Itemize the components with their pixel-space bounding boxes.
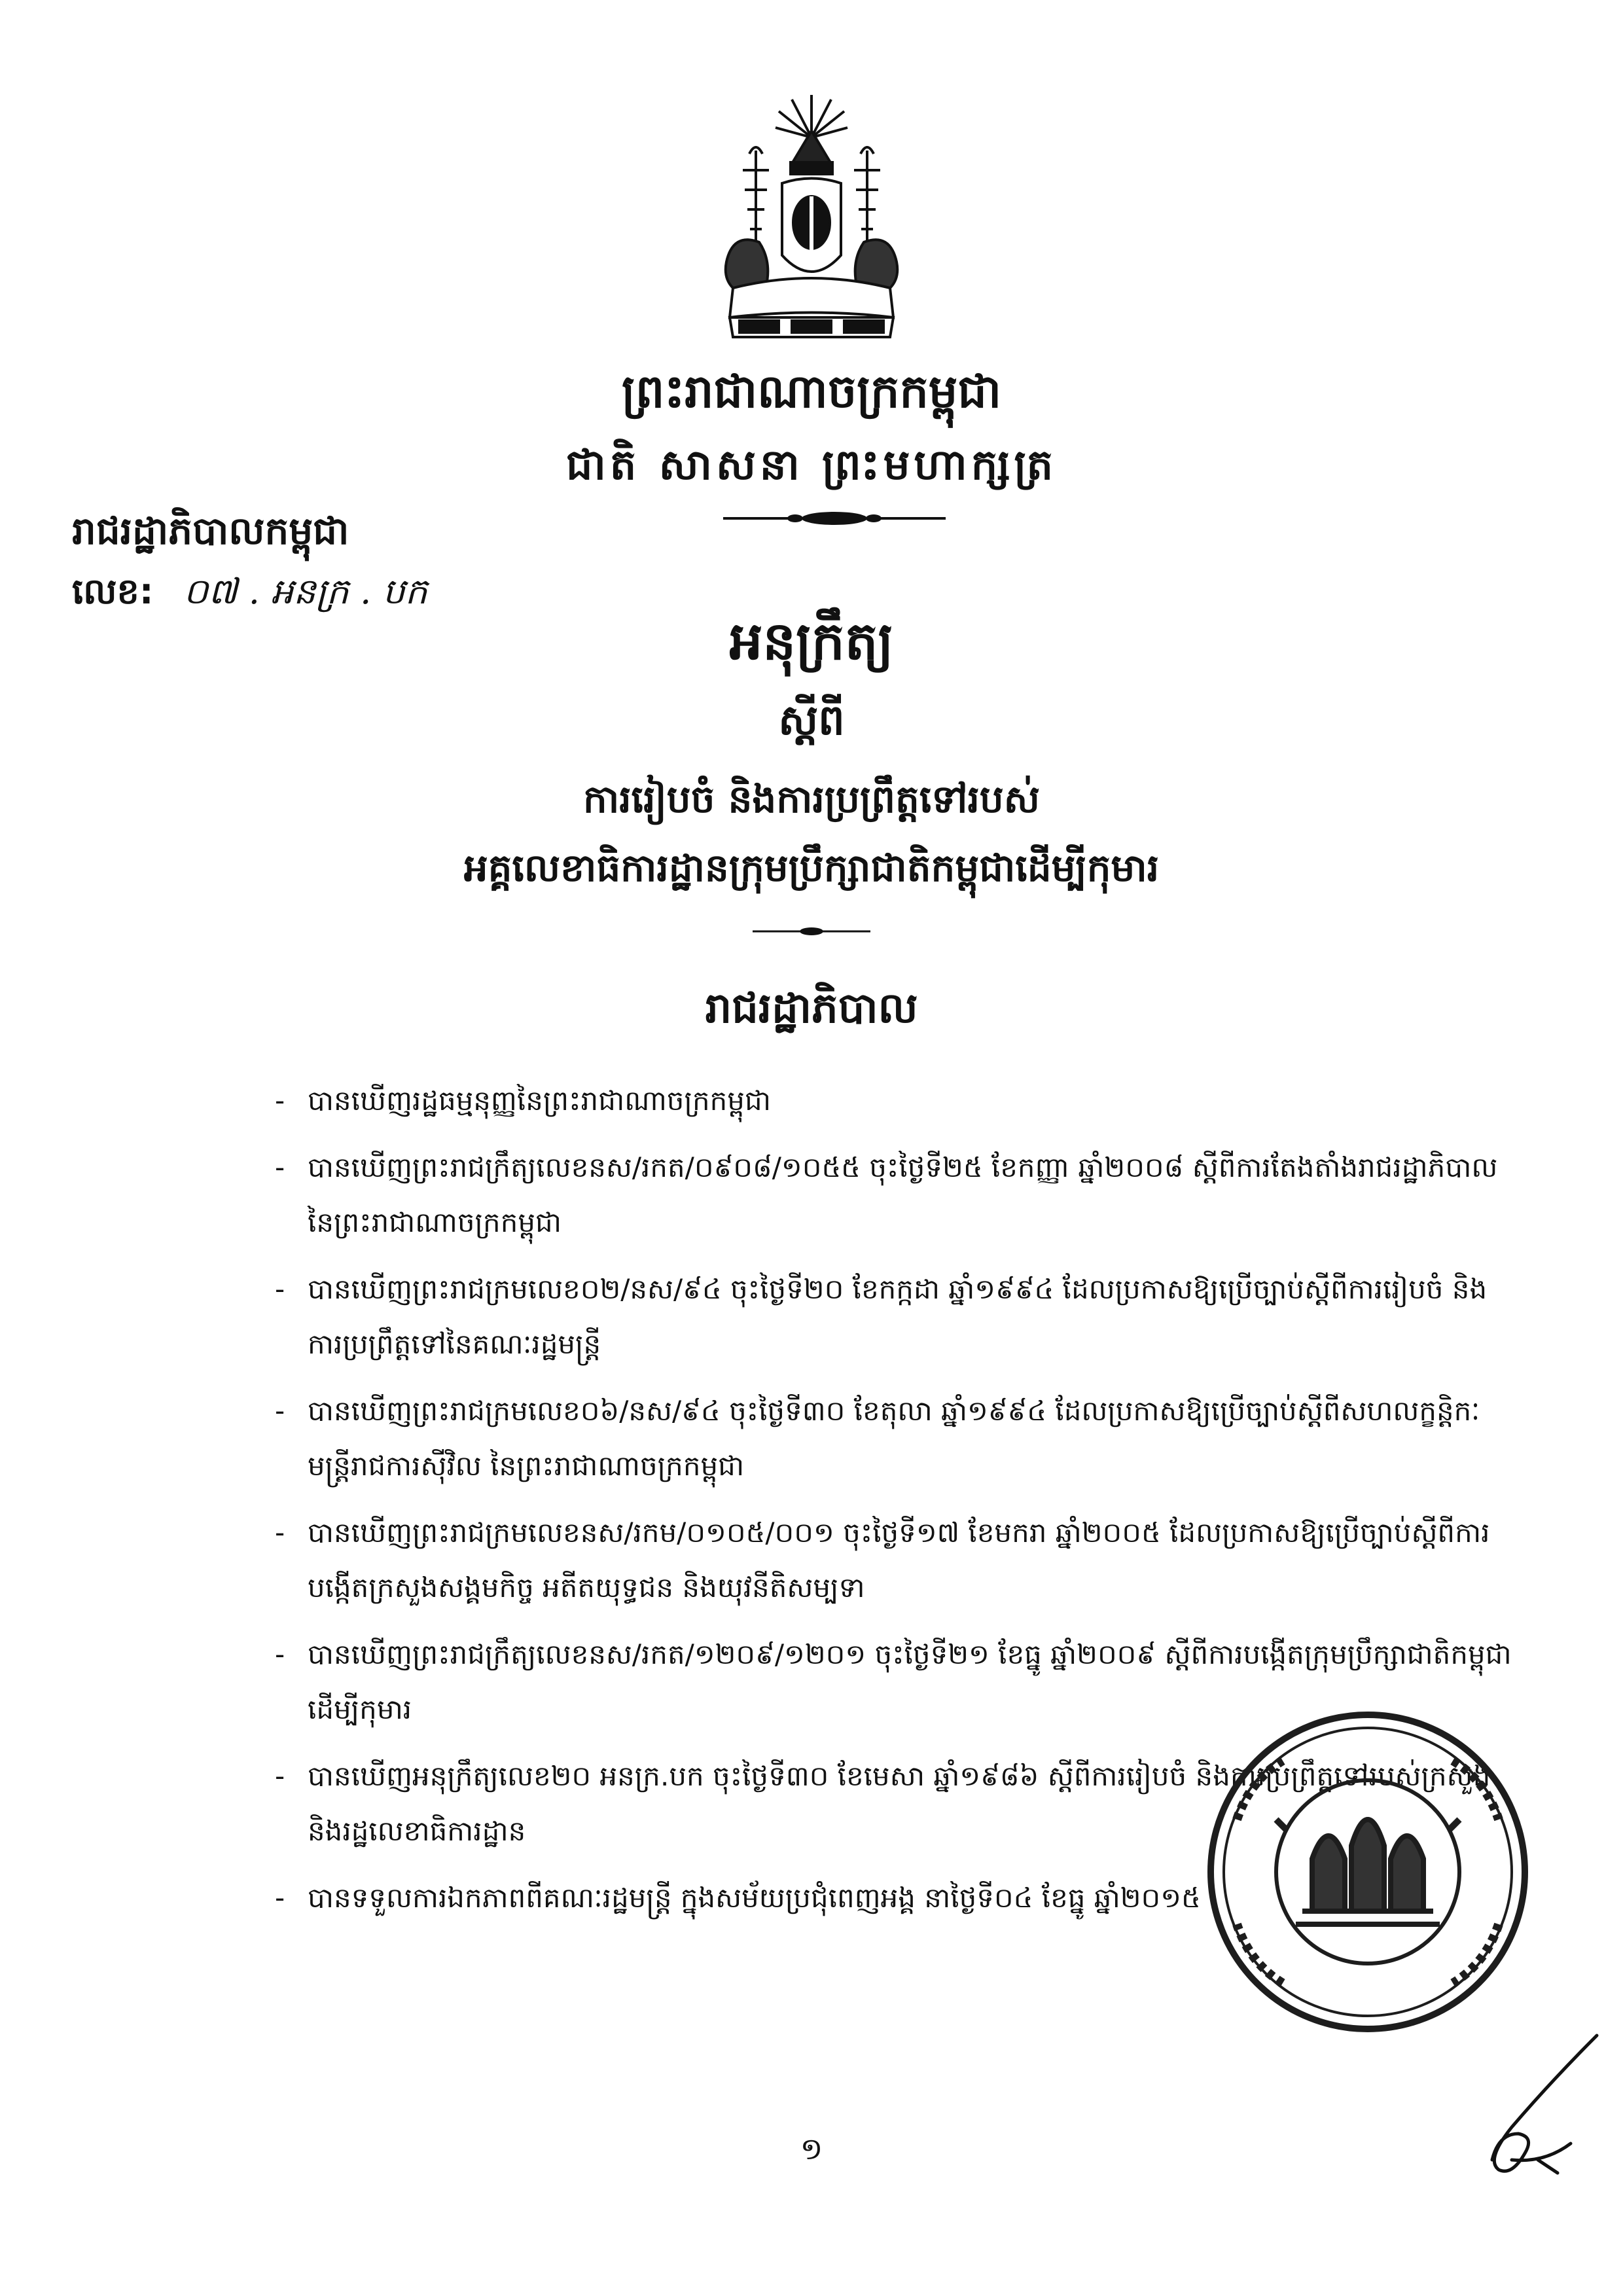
body-heading: រាជរដ្ឋាភិបាល <box>705 984 918 1033</box>
document-number-value: ០៧ . អនក្រ . បក <box>183 571 427 612</box>
issuing-government: រាជរដ្ឋាភិបាលកម្ពុជា <box>72 509 349 553</box>
official-seal-icon <box>1198 1702 1538 2042</box>
list-item: - បានឃើញព្រះរាជក្រមលេខ០២/នស/៩៤ ចុះថ្ងៃទី២០ ខែកក្កដា ឆ្នាំ១៩៩៤ ដែលប្រកាសឱ្យប្រើច្បាប់ស្តីពីការរៀបចំ និងការប្រព្រឹត្តទៅនៃគណៈរដ្ឋមន្ត្រី <box>275 1273 1488 1360</box>
list-item: - បានឃើញព្រះរាជក្រមលេខនស/រកម/០១០៥/០០១ ចុះថ្ងៃទី១៧ ខែមករា ឆ្នាំ២០០៥ ដែលប្រកាសឱ្យប្រើច្បាប់ស្តីពីការបង្កើតក្រសួងសង្គមកិច្ច អតីតយុទ្ធជន និងយុវនីតិសម្បទា <box>275 1516 1490 1604</box>
list-item: - បានឃើញព្រះរាជក្រឹត្យលេខនស/រកត/០៩០៨/១០៥៥ ចុះថ្ងៃទី២៥ ខែកញ្ញា ឆ្នាំ២០០៨ ស្តីពីការតែងតាំងរាជរដ្ឋាភិបាល នៃព្រះរាជាណាចក្រកម្ពុជា <box>275 1151 1498 1238</box>
list-item: - បានឃើញរដ្ឋធម្មនុញ្ញនៃព្រះរាជាណាចក្រកម្ពុជា <box>275 1085 771 1117</box>
document-type: អនុក្រឹត្យ <box>729 611 894 672</box>
document-number-label: លេខ: <box>72 571 154 612</box>
ornamental-divider-icon <box>723 511 946 526</box>
list-item: - បានទទួលការឯកភាពពីគណៈរដ្ឋមន្ត្រី ក្នុងសម័យប្រជុំពេញអង្គ នាថ្ងៃទី០៤ ខែធ្នូ ឆ្នាំ២០១៥ <box>275 1882 1201 1914</box>
subject-line-2: អគ្គលេខាធិការដ្ឋានក្រុមប្រឹក្សាជាតិកម្ពុជាដើម្បីកុមារ <box>463 846 1160 890</box>
list-item: - បានឃើញព្រះរាជក្រឹត្យលេខនស/រកត/១២០៩/១២០១ ចុះថ្ងៃទី២១ ខែធ្នូ ឆ្នាំ២០០៩ ស្តីពីការបង្កើតក្រុមប្រឹក្សាជាតិកម្ពុជាដើម្បីកុមារ <box>275 1638 1512 1725</box>
small-divider-icon <box>753 926 870 937</box>
kingdom-title: ព្រះរាជាណាចក្រកម្ពុជា <box>621 365 1002 418</box>
about-label: ស្តីពី <box>778 696 845 745</box>
national-motto: ជាតិ សាសនា ព្រះមហាក្សត្រ <box>565 441 1058 490</box>
royal-coat-of-arms-icon <box>713 92 910 347</box>
list-item: - បានឃើញព្រះរាជក្រមលេខ០៦/នស/៩៤ ចុះថ្ងៃទី៣០ ខែតុលា ឆ្នាំ១៩៩៤ ដែលប្រកាសឱ្យប្រើច្បាប់ស្តីពីសហលក្ខន្តិកៈមន្ត្រីរាជការស៊ីវិល នៃព្រះរាជាណាចក្រកម្ពុជា <box>275 1395 1480 1482</box>
page-number: ១ <box>800 2131 823 2166</box>
subject-line-1: ការរៀបចំ និងការប្រព្រឹត្តទៅរបស់ <box>583 777 1040 821</box>
list-item: - បានឃើញអនុក្រឹត្យលេខ២០ អនក្រ.បក ចុះថ្ងៃទី៣០ ខែមេសា ឆ្នាំ១៩៨៦ ស្តីពីការរៀបចំ និងការប្រព្រឹត្តទៅរបស់ក្រសួង និងរដ្ឋលេខាធិការដ្ឋាន <box>275 1760 1491 1847</box>
